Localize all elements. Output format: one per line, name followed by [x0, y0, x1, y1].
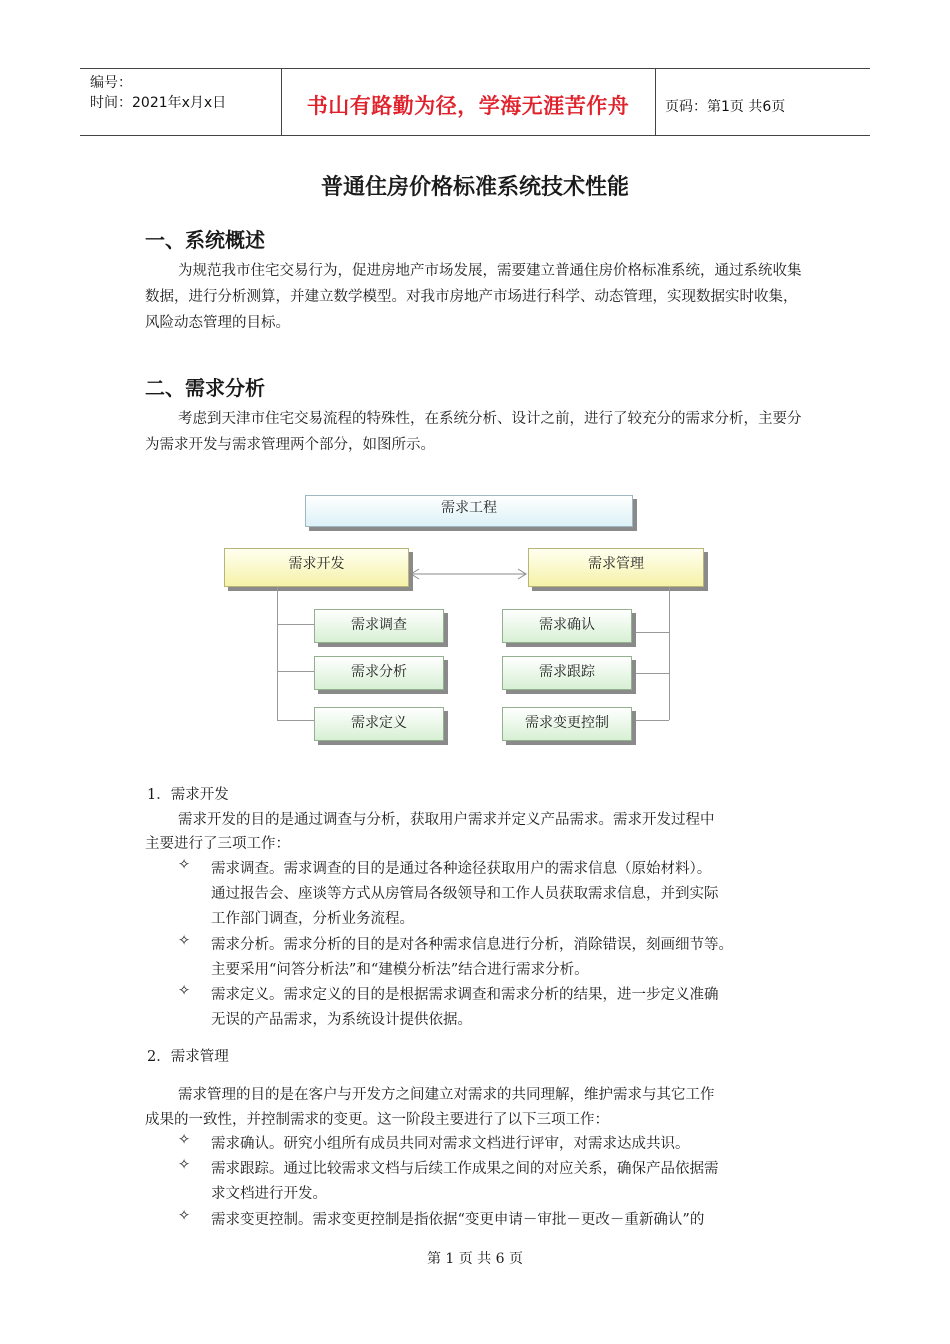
sub1-bullet3-line1: 需求定义。需求定义的目的是根据需求调查和需求分析的结果，进一步定义准确 [211, 987, 719, 1003]
header-divider-right [655, 68, 656, 135]
sub1-bullet2-line1: 需求分析。需求分析的目的是对各种需求信息进行分析，消除错误，刻画细节等。 [211, 937, 733, 953]
sub1-bullet3-line2: 无误的产品需求，为系统设计提供依据。 [211, 1012, 472, 1028]
sub1-bullet1-line1: 需求调查。需求调查的目的是通过各种途径获取用户的需求信息（原始材料）。 [211, 861, 712, 877]
document-number-label: 编号： [90, 75, 132, 91]
bullet-icon: ✧ [178, 983, 191, 999]
document-time-label: 时间：2021年x月x日 [90, 95, 227, 111]
left-connector-h1 [277, 624, 314, 625]
diagram-root-box: 需求工程 [305, 495, 633, 527]
section1-paragraph: 为规范我市住宅交易行为，促进房地产市场发展，需要建立普通住房价格标准系统，通过系统收集数据，进行分析测算，并建立数学模型。对我市房地产市场进行科学、动态管理，实现数据实时收集，风险动态管理的目标。 [145, 263, 802, 331]
right-connector-h3 [632, 720, 669, 721]
section2-heading: 二、需求分析 [145, 376, 265, 400]
sub2-bullet1-line1: 需求确认。研究小组所有成员共同对需求文档进行评审，对需求达成共识。 [211, 1136, 690, 1152]
section2-paragraph: 考虑到天津市住宅交易流程的特殊性，在系统分析、设计之前，进行了较充分的需求分析，主要分为需求开发与需求管理两个部分，如图所示。 [145, 411, 802, 453]
header-bottom-rule [80, 135, 870, 136]
bullet-icon: ✧ [178, 933, 191, 949]
right-connector-h2 [632, 673, 669, 674]
left-connector-h3 [277, 720, 314, 721]
sub1-heading: 1．需求开发 [147, 787, 229, 803]
diagram-left-branch-box: 需求开发 [224, 548, 409, 587]
right-connector-vertical [669, 587, 670, 720]
bullet-icon: ✧ [178, 857, 191, 873]
bullet-icon: ✧ [178, 1208, 191, 1224]
sub2-intro-line1: 需求管理的目的是在客户与开发方之间建立对需求的共同理解，维护需求与其它工作 [178, 1087, 715, 1103]
diagram-right-child-3: 需求变更控制 [502, 707, 632, 741]
document-title: 普通住房价格标准系统技术性能 [320, 175, 629, 200]
left-connector-vertical [277, 587, 278, 720]
sub1-intro-line1: 需求开发的目的是通过调查与分析，获取用户需求并定义产品需求。需求开发过程中 [178, 812, 715, 828]
diagram-right-child-2: 需求跟踪 [502, 656, 632, 690]
header-motto: 书山有路勤为径，学海无涯苦作舟 [306, 94, 630, 118]
double-arrow-icon [409, 567, 528, 581]
sub1-intro-line2: 主要进行了三项工作： [145, 836, 290, 852]
diagram-left-child-1: 需求调查 [314, 609, 444, 643]
sub1-bullet1-line2: 通过报告会、座谈等方式从房管局各级领导和工作人员获取需求信息，并到实际 [211, 886, 719, 902]
header-top-rule [80, 68, 870, 69]
section1-heading: 一、系统概述 [145, 228, 265, 252]
diagram-right-branch-box: 需求管理 [528, 548, 704, 587]
diagram-left-child-3: 需求定义 [314, 707, 444, 741]
sub2-bullet3-line1: 需求变更控制。需求变更控制是指依据“变更申请－审批－更改－重新确认”的 [211, 1212, 705, 1228]
bullet-icon: ✧ [178, 1157, 191, 1173]
header-page-info: 页码：第1页 共6页 [665, 99, 786, 115]
left-connector-h2 [277, 671, 314, 672]
sub1-bullet2-line2: 主要采用“问答分析法”和“建模分析法”结合进行需求分析。 [211, 962, 589, 978]
sub2-bullet2-line1: 需求跟踪。通过比较需求文档与后续工作成果之间的对应关系，确保产品依据需 [211, 1161, 719, 1177]
sub2-intro-line2: 成果的一致性，并控制需求的变更。这一阶段主要进行了以下三项工作： [145, 1112, 609, 1128]
page-footer: 第 1 页 共 6 页 [426, 1251, 524, 1267]
sub2-bullet2-line2: 求文档进行开发。 [211, 1186, 327, 1202]
sub1-bullet1-line3: 工作部门调查，分析业务流程。 [211, 911, 414, 927]
diagram-right-child-1: 需求确认 [502, 609, 632, 643]
bullet-icon: ✧ [178, 1132, 191, 1148]
sub2-heading: 2．需求管理 [147, 1049, 229, 1065]
diagram-left-child-2: 需求分析 [314, 656, 444, 690]
right-connector-h1 [632, 632, 669, 633]
